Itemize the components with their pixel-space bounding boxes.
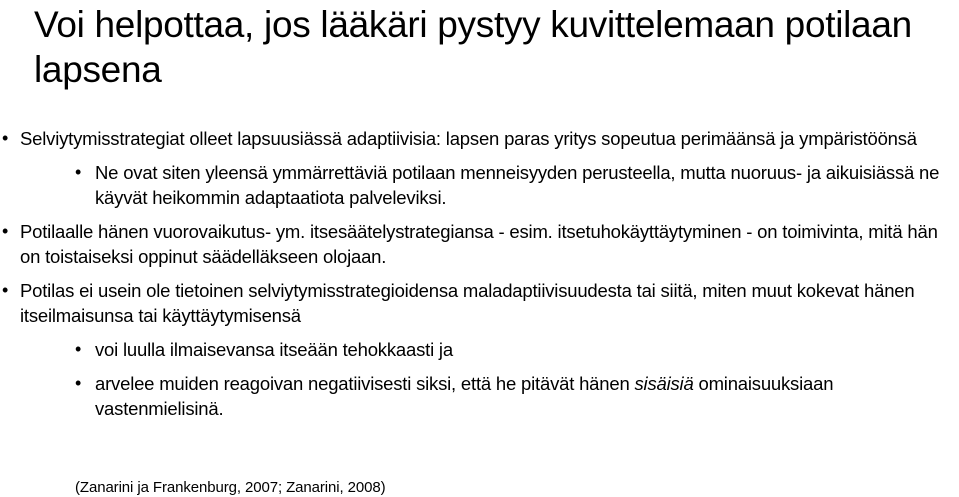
bullet-item	[0, 278, 959, 328]
sub-bullet-item	[0, 371, 959, 421]
bullet-dot-icon: •	[2, 128, 9, 148]
slide-title: Voi helpottaa, jos lääkäri pystyy kuvittelemaan potilaan lapsena	[34, 4, 912, 90]
bullet-item	[0, 126, 959, 151]
bullet-dot-icon: •	[2, 280, 9, 300]
bullet-dot-icon: •	[75, 339, 82, 359]
bullet-text-italic: sisäisiä	[634, 373, 694, 394]
sub-bullet-item	[0, 337, 959, 362]
bullet-text: Potilas ei usein ole tietoinen selviytymisstrategioidensa maladaptiivisuudesta tai siitä, miten muut kokevat hänen itseilmaisunsa tai käyttäytymisensä	[20, 280, 915, 326]
bullet-dot-icon: •	[75, 373, 82, 393]
bullet-dot-icon: •	[2, 221, 9, 241]
bullet-text-after: ominaisuuksiaan vastenmielisinä.	[95, 373, 834, 419]
slide-body	[0, 126, 959, 429]
bullet-text: Selviytymisstrategiat olleet lapsuusiässä adaptiivisia: lapsen paras yritys sopeutua perimäänsä ja ympäristöönsä	[20, 128, 917, 149]
bullet-text-before: arvelee muiden reagoivan negatiivisesti siksi, että he pitävät hänen	[95, 373, 635, 394]
citation: (Zanarini ja Frankenburg, 2007; Zanarini, 2008)	[75, 479, 386, 496]
bullet-text: voi luulla ilmaisevansa itseään tehokkaasti ja	[95, 339, 453, 360]
bullet-text: Potilaalle hänen vuorovaikutus- ym. itsesäätelystrategiansa - esim. itsetuhokäyttäytyminen - on toimivinta, mitä hän on toistaiseksi oppinut säädelläkseen olojaan.	[20, 221, 938, 267]
sub-bullet-item	[0, 160, 959, 210]
bullet-text: Ne ovat siten yleensä ymmärrettäviä potilaan menneisyyden perusteella, mutta nuoruus- ja aikuisiässä ne käyvät heikommin adaptaatiota palveleviksi.	[95, 162, 940, 208]
bullet-dot-icon: •	[75, 162, 82, 182]
bullet-item	[0, 219, 959, 269]
